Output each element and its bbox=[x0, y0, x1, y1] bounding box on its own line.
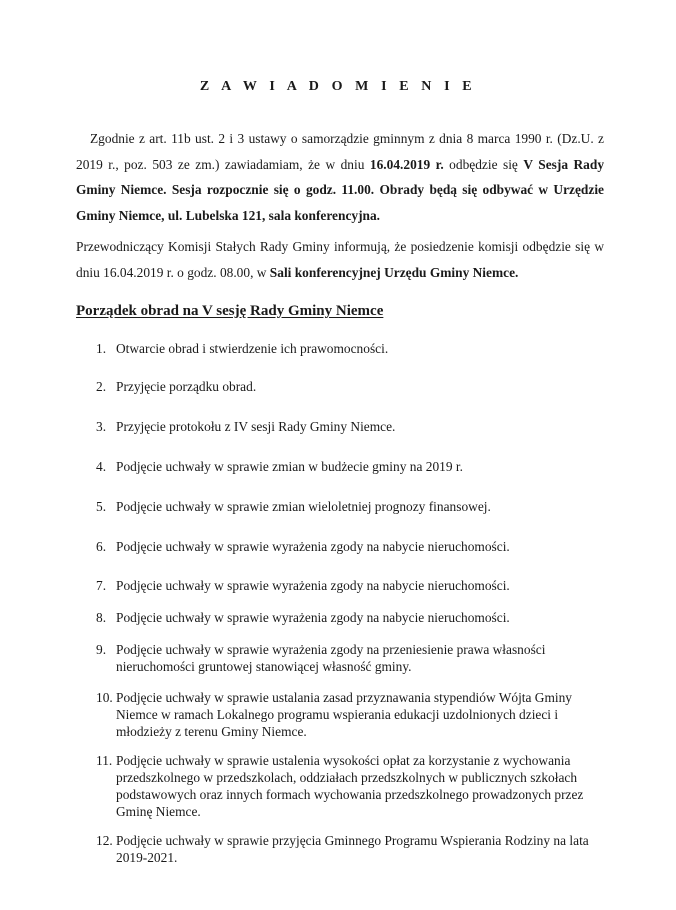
agenda-item bbox=[96, 418, 606, 435]
agenda-item-text: Podjęcie uchwały w sprawie wyrażenia zgody na nabycie nieruchomości. bbox=[116, 610, 510, 625]
agenda-item-number: 4. bbox=[96, 459, 107, 474]
agenda-item-number: 9. bbox=[96, 642, 107, 657]
agenda-item bbox=[96, 752, 606, 820]
agenda-item-number: 1. bbox=[96, 341, 107, 356]
agenda-item-text: Podjęcie uchwały w sprawie ustalenia wysokości opłat za korzystanie z wychowania przedszkolnego w przedszkolach, oddziałach przedszkolnych w publicznych szkołach podstawowych oraz innych formach wychowania przedszkolnego prowadzonych przez Gminę Niemce. bbox=[116, 753, 584, 819]
agenda-item bbox=[96, 538, 606, 555]
agenda-item-number: 10. bbox=[96, 690, 113, 705]
intro-text-1: Zgodnie z art. 11b ust. 2 i 3 ustawy o samorządzie gminnym z dnia 8 marca 1990 r. (Dz.U. z 2019 r., poz. 503 ze zm.) zawiadamiam, że w dniu bbox=[76, 131, 604, 172]
agenda-item-number: 8. bbox=[96, 610, 107, 625]
agenda-item bbox=[96, 340, 606, 357]
intro-paragraph bbox=[76, 126, 604, 228]
agenda-item bbox=[96, 689, 606, 740]
session-date: 16.04.2019 r. bbox=[369, 156, 444, 172]
agenda-item bbox=[96, 641, 606, 675]
agenda-item bbox=[96, 609, 606, 626]
agenda-item-text: Przyjęcie protokołu z IV sesji Rady Gminy Niemce. bbox=[116, 419, 396, 434]
agenda-item-text: Podjęcie uchwały w sprawie wyrażenia zgody na przeniesienie prawa własności nieruchomości gruntowej stanowiącej własność gminy. bbox=[116, 642, 546, 674]
agenda-item-text: Podjęcie uchwały w sprawie zmian w budżecie gminy na 2019 r. bbox=[116, 459, 463, 474]
agenda-item-text: Podjęcie uchwały w sprawie wyrażenia zgody na nabycie nieruchomości. bbox=[116, 578, 510, 593]
agenda-item-number: 7. bbox=[96, 578, 107, 593]
agenda-item-text: Podjęcie uchwały w sprawie zmian wieloletniej prognozy finansowej. bbox=[116, 499, 491, 514]
agenda-item bbox=[96, 577, 606, 594]
document-title: Z A W I A D O M I E N I E bbox=[199, 79, 477, 94]
session-details: V Sesja Rady Gminy Niemce. Sesja rozpocznie się o godz. 11.00. Obrady będą się odbywać w Urzędzie Gminy Niemce, ul. Lubelska 121, sala konferencyjna. bbox=[76, 156, 605, 223]
agenda-item bbox=[96, 832, 606, 866]
committee-text: Przewodniczący Komisji Stałych Rady Gminy informują, że posiedzenie komisji odbędzie się w dniu 16.04.2019 r. o godz. 08.00, w bbox=[76, 239, 604, 280]
agenda-item-number: 11. bbox=[96, 753, 113, 768]
intro-text-2: odbędzie się bbox=[443, 156, 524, 172]
agenda-item-number: 12. bbox=[96, 833, 113, 848]
agenda-item-number: 5. bbox=[96, 499, 107, 514]
agenda-item-text: Podjęcie uchwały w sprawie wyrażenia zgody na nabycie nieruchomości. bbox=[116, 539, 510, 554]
agenda-item bbox=[96, 458, 606, 475]
agenda-item-number: 2. bbox=[96, 379, 107, 394]
agenda-item-text: Podjęcie uchwały w sprawie ustalania zasad przyznawania stypendiów Wójta Gminy Niemce w ramach Lokalnego programu wspierania edukacji uzdolnionych dzieci i młodzieży z terenu Gminy Niemce. bbox=[116, 690, 573, 739]
committee-paragraph bbox=[76, 234, 604, 285]
agenda-item bbox=[96, 378, 606, 395]
agenda-heading: Porządek obrad na V sesję Rady Gminy Niemce bbox=[76, 303, 384, 319]
agenda-item bbox=[96, 498, 606, 515]
agenda-item-text: Otwarcie obrad i stwierdzenie ich prawomocności. bbox=[116, 341, 389, 356]
agenda-item-number: 6. bbox=[96, 539, 107, 554]
committee-place: Sali konferencyjnej Urzędu Gminy Niemce. bbox=[269, 264, 519, 280]
agenda-item-text: Podjęcie uchwały w sprawie przyjęcia Gminnego Programu Wspierania Rodziny na lata 2019-2021. bbox=[116, 833, 589, 865]
agenda-item-number: 3. bbox=[96, 419, 107, 434]
agenda-item-text: Przyjęcie porządku obrad. bbox=[116, 379, 257, 394]
